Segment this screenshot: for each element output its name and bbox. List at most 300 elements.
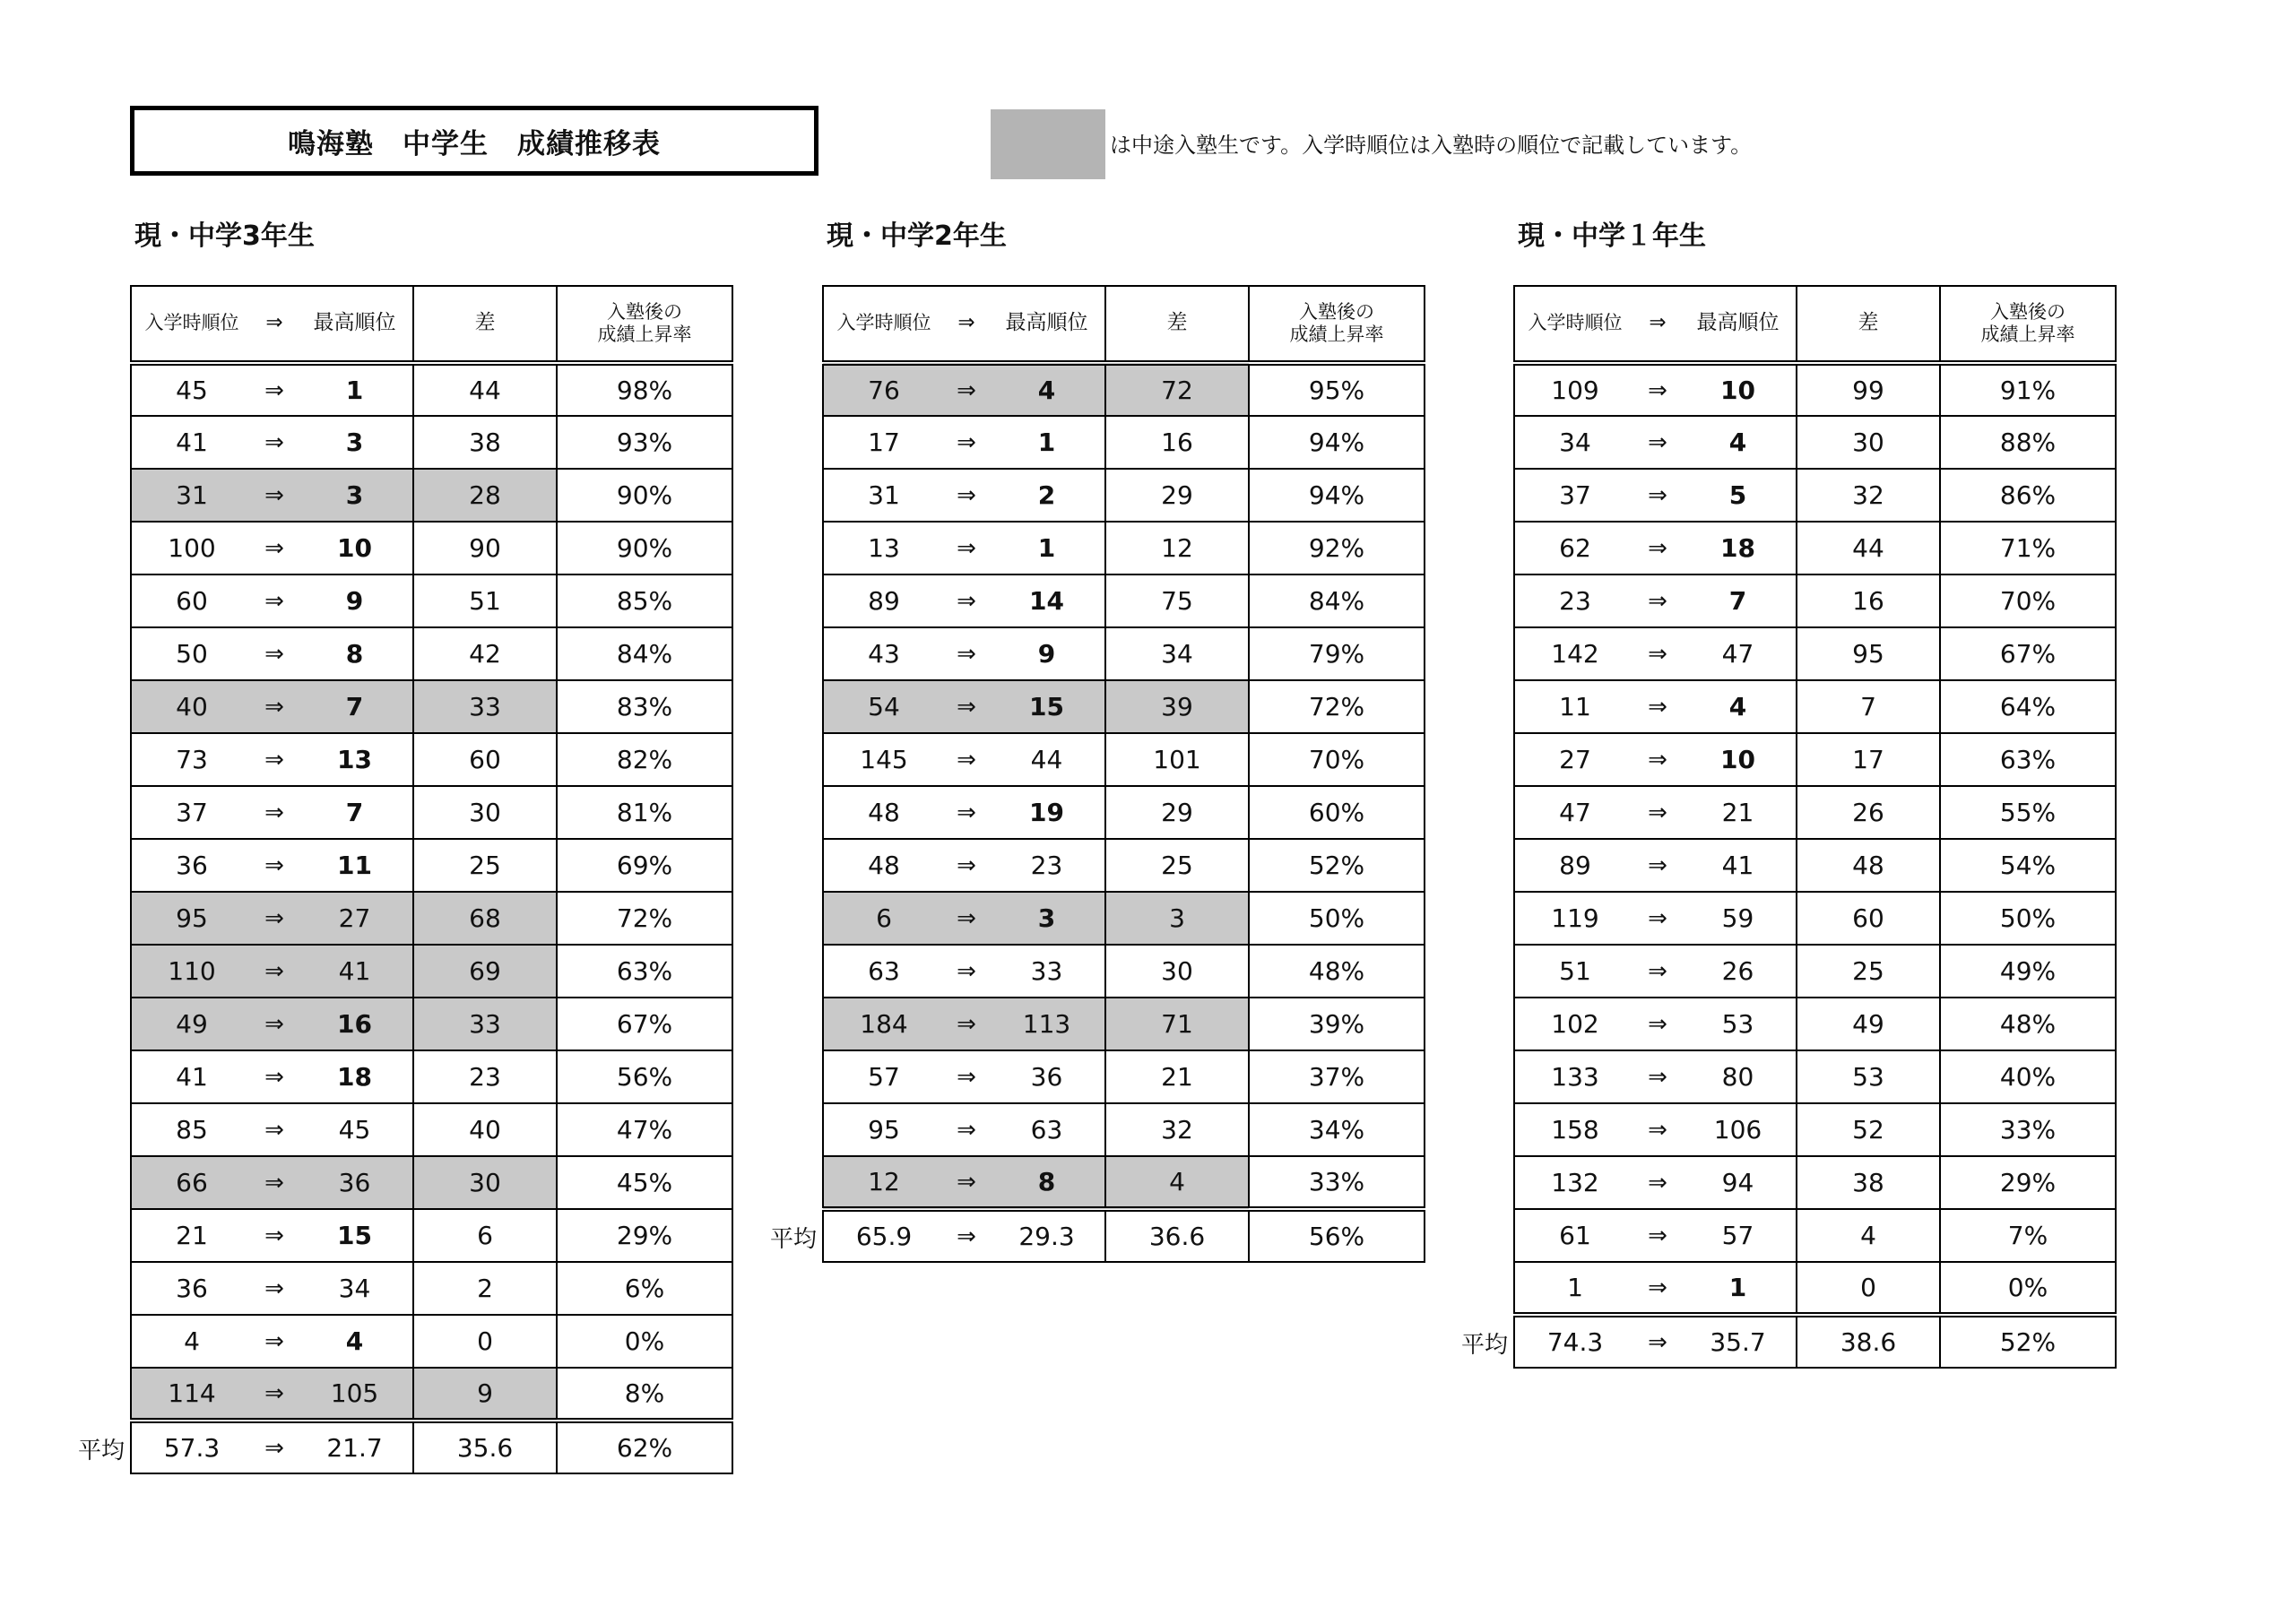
cell-rate: 86%: [1940, 469, 2116, 522]
cell-diff: 9: [413, 1368, 557, 1421]
cell-arrow: ⇒: [252, 892, 297, 945]
cell-best-rank: 18: [297, 1050, 413, 1103]
cell-best-rank: 94: [1680, 1156, 1797, 1209]
cell-start-rank: 36: [131, 839, 252, 892]
cell-best-rank: 63: [989, 1103, 1105, 1156]
cell-rate: 72%: [557, 892, 732, 945]
cell-rate: 39%: [1249, 998, 1425, 1050]
average-row: [823, 1209, 1425, 1262]
cell-best-rank: 80: [1680, 1050, 1797, 1103]
cell-rate: 52%: [1940, 1315, 2116, 1368]
cell-start-rank: 43: [823, 627, 944, 680]
table-row: [1514, 1209, 2116, 1262]
cell-rate: 92%: [1249, 522, 1425, 574]
table-row: [1514, 416, 2116, 469]
cell-rate: 90%: [557, 522, 732, 574]
cell-start-rank: 50: [131, 627, 252, 680]
cell-rate: 84%: [1249, 574, 1425, 627]
table-row: [1514, 892, 2116, 945]
cell-arrow: ⇒: [944, 998, 989, 1050]
cell-start-rank: 51: [1514, 945, 1635, 998]
cell-arrow: ⇒: [944, 1209, 989, 1262]
cell-arrow: ⇒: [1635, 1315, 1680, 1368]
cell-rate: 62%: [557, 1421, 732, 1473]
header-rate-line1: 入塾後の: [1990, 300, 2066, 323]
table-row: [1514, 1050, 2116, 1103]
cell-diff: 60: [413, 733, 557, 786]
cell-diff: 40: [413, 1103, 557, 1156]
cell-best-rank: 36: [989, 1050, 1105, 1103]
cell-diff: 33: [413, 998, 557, 1050]
cell-start-rank: 31: [823, 469, 944, 522]
cell-best-rank: 10: [1680, 733, 1797, 786]
cell-diff: 29: [1105, 469, 1249, 522]
cell-rate: 63%: [557, 945, 732, 998]
cell-arrow: ⇒: [944, 627, 989, 680]
cell-rate: 29%: [557, 1209, 732, 1262]
cell-best-rank: 10: [297, 522, 413, 574]
cell-best-rank: 106: [1680, 1103, 1797, 1156]
table-row: [823, 786, 1425, 839]
cell-arrow: ⇒: [944, 363, 989, 416]
cell-diff: 30: [413, 1156, 557, 1209]
cell-diff: 0: [413, 1315, 557, 1368]
header-arrow: ⇒: [1635, 286, 1680, 363]
cell-diff: 7: [1797, 680, 1940, 733]
cell-best-rank: 4: [1680, 416, 1797, 469]
cell-arrow: ⇒: [252, 786, 297, 839]
cell-start-rank: 61: [1514, 1209, 1635, 1262]
cell-best-rank: 2: [989, 469, 1105, 522]
table-row: [131, 1050, 732, 1103]
table-row: [1514, 1103, 2116, 1156]
cell-best-rank: 53: [1680, 998, 1797, 1050]
cell-arrow: ⇒: [944, 892, 989, 945]
cell-arrow: ⇒: [252, 469, 297, 522]
cell-diff: 60: [1797, 892, 1940, 945]
average-row: [1514, 1315, 2116, 1368]
table-row: [131, 945, 732, 998]
cell-arrow: ⇒: [1635, 1209, 1680, 1262]
cell-best-rank: 33: [989, 945, 1105, 998]
cell-start-rank: 65.9: [823, 1209, 944, 1262]
cell-rate: 0%: [557, 1315, 732, 1368]
cell-start-rank: 145: [823, 733, 944, 786]
table-row: [823, 574, 1425, 627]
cell-arrow: ⇒: [252, 363, 297, 416]
legend-swatch: [991, 109, 1105, 179]
cell-rate: 94%: [1249, 416, 1425, 469]
cell-rate: 56%: [557, 1050, 732, 1103]
cell-best-rank: 47: [1680, 627, 1797, 680]
average-row: [131, 1421, 732, 1473]
cell-arrow: ⇒: [944, 574, 989, 627]
cell-start-rank: 114: [131, 1368, 252, 1421]
table-row: [823, 1156, 1425, 1209]
table-row: [131, 1315, 732, 1368]
cell-arrow: ⇒: [252, 1103, 297, 1156]
avg-label-grade1: 平均: [1461, 1332, 1509, 1359]
cell-rate: 83%: [557, 680, 732, 733]
cell-diff: 38.6: [1797, 1315, 1940, 1368]
cell-arrow: ⇒: [944, 1050, 989, 1103]
cell-start-rank: 57.3: [131, 1421, 252, 1473]
cell-arrow: ⇒: [252, 522, 297, 574]
cell-start-rank: 6: [823, 892, 944, 945]
header-rate-line2: 成績上昇率: [1980, 324, 2075, 345]
cell-arrow: ⇒: [1635, 469, 1680, 522]
cell-rate: 98%: [557, 363, 732, 416]
cell-diff: 95: [1797, 627, 1940, 680]
table-row: [1514, 1156, 2116, 1209]
cell-diff: 99: [1797, 363, 1940, 416]
cell-start-rank: 73: [131, 733, 252, 786]
table-row: [823, 363, 1425, 416]
cell-arrow: ⇒: [1635, 998, 1680, 1050]
cell-start-rank: 132: [1514, 1156, 1635, 1209]
cell-start-rank: 48: [823, 786, 944, 839]
cell-start-rank: 21: [131, 1209, 252, 1262]
cell-diff: 71: [1105, 998, 1249, 1050]
cell-rate: 37%: [1249, 1050, 1425, 1103]
cell-start-rank: 27: [1514, 733, 1635, 786]
cell-best-rank: 18: [1680, 522, 1797, 574]
page-title: 鳴海塾 中学生 成績推移表: [130, 106, 818, 176]
score-table-grade2: [822, 285, 1425, 1263]
cell-diff: 42: [413, 627, 557, 680]
cell-rate: 85%: [557, 574, 732, 627]
cell-start-rank: 47: [1514, 786, 1635, 839]
cell-diff: 33: [413, 680, 557, 733]
table-row: [1514, 680, 2116, 733]
cell-best-rank: 9: [989, 627, 1105, 680]
cell-arrow: ⇒: [252, 839, 297, 892]
cell-best-rank: 3: [297, 469, 413, 522]
section-title-grade2: 現・中学2年生: [827, 220, 1007, 252]
cell-best-rank: 7: [297, 680, 413, 733]
cell-rate: 54%: [1940, 839, 2116, 892]
cell-arrow: ⇒: [944, 1103, 989, 1156]
table-row: [1514, 574, 2116, 627]
cell-best-rank: 105: [297, 1368, 413, 1421]
cell-diff: 2: [413, 1262, 557, 1315]
cell-arrow: ⇒: [252, 1315, 297, 1368]
cell-arrow: ⇒: [1635, 416, 1680, 469]
cell-arrow: ⇒: [1635, 363, 1680, 416]
cell-rate: 8%: [557, 1368, 732, 1421]
header-start-rank: 入学時順位: [131, 286, 252, 363]
cell-arrow: ⇒: [1635, 1103, 1680, 1156]
table-row: [1514, 1262, 2116, 1315]
table-row: [131, 839, 732, 892]
table-row: [131, 1103, 732, 1156]
table-row: [823, 839, 1425, 892]
cell-start-rank: 76: [823, 363, 944, 416]
cell-rate: 49%: [1940, 945, 2116, 998]
cell-arrow: ⇒: [252, 416, 297, 469]
cell-start-rank: 95: [131, 892, 252, 945]
header-arrow: ⇒: [252, 286, 297, 363]
cell-diff: 4: [1105, 1156, 1249, 1209]
cell-best-rank: 15: [297, 1209, 413, 1262]
cell-start-rank: 102: [1514, 998, 1635, 1050]
table-row: [1514, 363, 2116, 416]
cell-diff: 25: [1105, 839, 1249, 892]
cell-diff: 44: [1797, 522, 1940, 574]
cell-start-rank: 60: [131, 574, 252, 627]
cell-diff: 90: [413, 522, 557, 574]
cell-diff: 39: [1105, 680, 1249, 733]
header-best-rank: 最高順位: [1680, 286, 1797, 363]
cell-diff: 68: [413, 892, 557, 945]
cell-diff: 49: [1797, 998, 1940, 1050]
table-row: [823, 416, 1425, 469]
cell-start-rank: 158: [1514, 1103, 1635, 1156]
cell-diff: 4: [1797, 1209, 1940, 1262]
cell-start-rank: 85: [131, 1103, 252, 1156]
cell-best-rank: 4: [297, 1315, 413, 1368]
table-row: [131, 469, 732, 522]
cell-best-rank: 13: [297, 733, 413, 786]
cell-start-rank: 41: [131, 1050, 252, 1103]
header-arrow: ⇒: [944, 286, 989, 363]
avg-label-grade3: 平均: [78, 1438, 126, 1464]
table-row: [1514, 469, 2116, 522]
cell-diff: 30: [413, 786, 557, 839]
table-row: [823, 680, 1425, 733]
cell-start-rank: 109: [1514, 363, 1635, 416]
cell-arrow: ⇒: [252, 1262, 297, 1315]
table-row: [131, 733, 732, 786]
cell-arrow: ⇒: [252, 680, 297, 733]
cell-diff: 21: [1105, 1050, 1249, 1103]
cell-rate: 70%: [1249, 733, 1425, 786]
cell-best-rank: 27: [297, 892, 413, 945]
table-row: [131, 574, 732, 627]
header-rate-line2: 成績上昇率: [597, 324, 692, 345]
cell-arrow: ⇒: [1635, 680, 1680, 733]
cell-start-rank: 89: [1514, 839, 1635, 892]
cell-start-rank: 12: [823, 1156, 944, 1209]
table-row: [131, 627, 732, 680]
cell-diff: 48: [1797, 839, 1940, 892]
cell-rate: 7%: [1940, 1209, 2116, 1262]
cell-diff: 38: [1797, 1156, 1940, 1209]
cell-diff: 53: [1797, 1050, 1940, 1103]
cell-rate: 50%: [1940, 892, 2116, 945]
cell-diff: 16: [1797, 574, 1940, 627]
cell-arrow: ⇒: [1635, 574, 1680, 627]
cell-rate: 40%: [1940, 1050, 2116, 1103]
cell-start-rank: 89: [823, 574, 944, 627]
cell-best-rank: 34: [297, 1262, 413, 1315]
cell-start-rank: 142: [1514, 627, 1635, 680]
cell-start-rank: 37: [1514, 469, 1635, 522]
cell-diff: 101: [1105, 733, 1249, 786]
cell-rate: 29%: [1940, 1156, 2116, 1209]
cell-arrow: ⇒: [944, 416, 989, 469]
cell-best-rank: 23: [989, 839, 1105, 892]
table-row: [823, 733, 1425, 786]
cell-start-rank: 110: [131, 945, 252, 998]
cell-rate: 79%: [1249, 627, 1425, 680]
cell-arrow: ⇒: [252, 627, 297, 680]
cell-arrow: ⇒: [252, 998, 297, 1050]
table-row: [1514, 945, 2116, 998]
header-diff: 差: [1105, 286, 1249, 363]
cell-arrow: ⇒: [252, 574, 297, 627]
cell-diff: 51: [413, 574, 557, 627]
cell-diff: 35.6: [413, 1421, 557, 1473]
table-row: [131, 416, 732, 469]
header-diff: 差: [413, 286, 557, 363]
cell-best-rank: 1: [1680, 1262, 1797, 1315]
cell-arrow: ⇒: [1635, 1156, 1680, 1209]
cell-rate: 56%: [1249, 1209, 1425, 1262]
table-row: [823, 1050, 1425, 1103]
cell-rate: 95%: [1249, 363, 1425, 416]
table-row: [131, 786, 732, 839]
cell-diff: 32: [1797, 469, 1940, 522]
cell-arrow: ⇒: [944, 469, 989, 522]
table-row: [1514, 998, 2116, 1050]
cell-rate: 48%: [1249, 945, 1425, 998]
cell-rate: 69%: [557, 839, 732, 892]
cell-arrow: ⇒: [944, 1156, 989, 1209]
table-row: [131, 1262, 732, 1315]
cell-best-rank: 59: [1680, 892, 1797, 945]
cell-arrow: ⇒: [252, 1156, 297, 1209]
cell-best-rank: 45: [297, 1103, 413, 1156]
score-table-grade3: [130, 285, 733, 1474]
cell-diff: 69: [413, 945, 557, 998]
score-table-grade1: [1513, 285, 2117, 1369]
cell-diff: 38: [413, 416, 557, 469]
table-row: [1514, 522, 2116, 574]
cell-diff: 25: [1797, 945, 1940, 998]
cell-best-rank: 1: [989, 522, 1105, 574]
cell-diff: 6: [413, 1209, 557, 1262]
cell-rate: 50%: [1249, 892, 1425, 945]
table-row: [823, 945, 1425, 998]
cell-arrow: ⇒: [1635, 1262, 1680, 1315]
cell-arrow: ⇒: [252, 733, 297, 786]
cell-diff: 0: [1797, 1262, 1940, 1315]
table-row: [1514, 786, 2116, 839]
cell-best-rank: 113: [989, 998, 1105, 1050]
table-row: [823, 469, 1425, 522]
cell-best-rank: 19: [989, 786, 1105, 839]
cell-rate: 48%: [1940, 998, 2116, 1050]
cell-start-rank: 37: [131, 786, 252, 839]
cell-start-rank: 17: [823, 416, 944, 469]
cell-arrow: ⇒: [252, 945, 297, 998]
cell-best-rank: 11: [297, 839, 413, 892]
table-row: [131, 1209, 732, 1262]
cell-arrow: ⇒: [252, 1050, 297, 1103]
cell-rate: 64%: [1940, 680, 2116, 733]
cell-rate: 67%: [1940, 627, 2116, 680]
cell-start-rank: 62: [1514, 522, 1635, 574]
cell-start-rank: 119: [1514, 892, 1635, 945]
cell-diff: 3: [1105, 892, 1249, 945]
cell-start-rank: 41: [131, 416, 252, 469]
cell-best-rank: 57: [1680, 1209, 1797, 1262]
header-start-rank: 入学時順位: [1514, 286, 1635, 363]
header-diff: 差: [1797, 286, 1940, 363]
cell-rate: 71%: [1940, 522, 2116, 574]
cell-best-rank: 5: [1680, 469, 1797, 522]
header-rate: [557, 286, 732, 363]
table-header-row: [1514, 286, 2116, 363]
cell-best-rank: 41: [1680, 839, 1797, 892]
cell-rate: 47%: [557, 1103, 732, 1156]
cell-arrow: ⇒: [944, 945, 989, 998]
cell-diff: 29: [1105, 786, 1249, 839]
header-rate-line2: 成績上昇率: [1289, 324, 1384, 345]
table-row: [131, 998, 732, 1050]
table-row: [1514, 627, 2116, 680]
table-row: [823, 1103, 1425, 1156]
table-row: [131, 892, 732, 945]
cell-best-rank: 7: [297, 786, 413, 839]
cell-best-rank: 21.7: [297, 1421, 413, 1473]
cell-start-rank: 13: [823, 522, 944, 574]
cell-best-rank: 7: [1680, 574, 1797, 627]
table-row: [823, 627, 1425, 680]
cell-arrow: ⇒: [944, 786, 989, 839]
cell-arrow: ⇒: [1635, 839, 1680, 892]
cell-arrow: ⇒: [1635, 627, 1680, 680]
cell-start-rank: 100: [131, 522, 252, 574]
cell-diff: 17: [1797, 733, 1940, 786]
cell-start-rank: 49: [131, 998, 252, 1050]
table-row: [1514, 839, 2116, 892]
cell-start-rank: 36: [131, 1262, 252, 1315]
cell-rate: 94%: [1249, 469, 1425, 522]
cell-rate: 0%: [1940, 1262, 2116, 1315]
cell-arrow: ⇒: [1635, 522, 1680, 574]
header-rate-line1: 入塾後の: [607, 300, 682, 323]
cell-diff: 34: [1105, 627, 1249, 680]
cell-arrow: ⇒: [1635, 786, 1680, 839]
table-row: [823, 892, 1425, 945]
cell-best-rank: 15: [989, 680, 1105, 733]
cell-arrow: ⇒: [1635, 945, 1680, 998]
table-row: [131, 1368, 732, 1421]
cell-arrow: ⇒: [252, 1421, 297, 1473]
cell-diff: 25: [413, 839, 557, 892]
cell-diff: 28: [413, 469, 557, 522]
header-best-rank: 最高順位: [989, 286, 1105, 363]
cell-best-rank: 41: [297, 945, 413, 998]
cell-arrow: ⇒: [944, 733, 989, 786]
table-row: [131, 1156, 732, 1209]
cell-start-rank: 4: [131, 1315, 252, 1368]
header-rate-line1: 入塾後の: [1299, 300, 1374, 323]
cell-diff: 16: [1105, 416, 1249, 469]
table-row: [131, 363, 732, 416]
header-rate: [1249, 286, 1425, 363]
cell-start-rank: 57: [823, 1050, 944, 1103]
cell-rate: 55%: [1940, 786, 2116, 839]
cell-rate: 45%: [557, 1156, 732, 1209]
cell-arrow: ⇒: [944, 522, 989, 574]
cell-best-rank: 8: [297, 627, 413, 680]
cell-rate: 52%: [1249, 839, 1425, 892]
cell-start-rank: 74.3: [1514, 1315, 1635, 1368]
cell-rate: 34%: [1249, 1103, 1425, 1156]
